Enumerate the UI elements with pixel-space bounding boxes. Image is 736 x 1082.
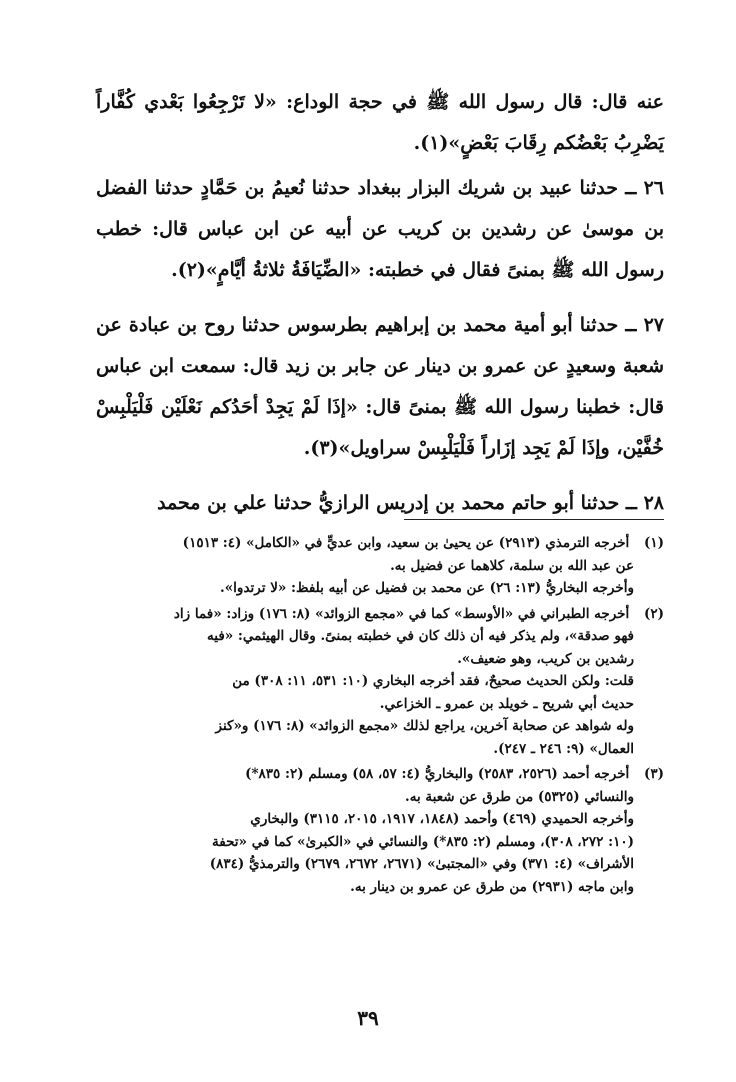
footnote-line: الأشراف» (٤: ٣٧١) وفي «المجتبىٰ» (٢٦٧١، ٢٦٧٢، ٢٦٧٩) والترمذيُّ (٨٣٤) xyxy=(209,856,634,872)
footnote-line: والنسائي (٥٣٢٥) من طرق عن شعبة به. xyxy=(405,788,634,805)
footnote-separator xyxy=(404,519,664,520)
footnote-number: (١) xyxy=(643,535,664,551)
footnote-line xyxy=(96,763,664,786)
footnote-2 xyxy=(96,603,664,761)
footnote-line: العمال» (٩: ٢٤٦ ـ ٢٤٧). xyxy=(493,740,634,757)
main-text xyxy=(96,82,664,524)
footnote-text: أخرجه أحمد (٢٥٢٦، ٢٥٨٣) والبخاريُّ (٤: ٥٧، ٥٨) ومسلم (٢: ٨٣٥*) xyxy=(245,766,630,782)
footnotes xyxy=(96,532,664,898)
footnote-number: (٢) xyxy=(643,605,664,622)
footnote-line: قلت: ولكن الحديث صحيحٌ، فقد أخرجه البخاري (١٠: ٥٣١، ١١: ٣٠٨) من xyxy=(232,673,634,689)
footnote-number: (٣) xyxy=(643,766,664,782)
footnote-line xyxy=(96,603,664,626)
footnote-3 xyxy=(96,763,664,898)
page-number: ٣٩ xyxy=(357,1006,379,1030)
footnote-line: وأخرجه البخاريُّ (١٣: ٢٦) عن محمد بن فضيل عن أبيه بلفظ: «لا ترتدوا». xyxy=(220,580,634,596)
footnote-line: وله شواهد عن صحابة آخرين، يراجع لذلك «مجمع الزوائد» (٨: ١٧٦) و«كنز xyxy=(215,718,634,734)
footnote-text: أخرجه الطبراني في «الأوسط» كما في «مجمع الزوائد» (٨: ١٧٦) وزاد: «فما زاد xyxy=(173,605,630,622)
hadith-paragraph-26: ٢٦ ــ حدثنا عبيد بن شريك البزار ببغداد حدثنا نُعيمُ بن حَمَّادٍ حدثنا الفضل بن موسىٰ عن رشدين بن كريب عن أبيه عن ابن عباس قال: خطب رسول الله ﷺ بمنىً فقال في خطبته: «الضِّيَافَةُ ثلاثةُ أيَّامٍ»(٢). xyxy=(96,177,664,281)
footnote-1 xyxy=(96,532,664,600)
footnote-line: وأخرجه الحميدي (٤٦٩) وأحمد (١٨٤٨، ١٩١٧، ٢٠١٥، ٣١١٥) والبخاري xyxy=(250,811,634,827)
footnote-line: حديث أبي شريح ـ خويلد بن عمرو ـ الخزاعي. xyxy=(379,695,634,712)
footnote-line: (١٠: ٢٧٢، ٣٠٨)، ومسلم (٢: ٨٣٥*) والنسائي في «الكبرىٰ» كما في «تحفة xyxy=(212,833,634,850)
hadith-paragraph-1: عنه قال: قال رسول الله ﷺ في حجة الوداع: «لا تَرْجِعُوا بَعْدي كُفَّاراً يَضْرِبُ بَعْضُكم رِقَابَ بَعْضٍ»(١). xyxy=(96,91,664,154)
footnote-text: أخرجه الترمذي (٢٩١٣) عن يحيىٰ بن سعيد، وابن عديٍّ في «الكامل» (٤: ١٥١٣) xyxy=(182,535,630,551)
footnote-line: رشدين بن كريب، وهو ضعيف». xyxy=(457,650,634,667)
footnote-line xyxy=(96,532,664,555)
footnote-line: عن عبد الله بن سلمة، كلاهما عن فضيل به. xyxy=(390,557,634,574)
hadith-paragraph-28: ٢٨ ــ حدثنا أبو حاتم محمد بن إدريس الرازيُّ حدثنا علي بن محمد xyxy=(157,492,664,514)
hadith-paragraph-27: ٢٧ ــ حدثنا أبو أمية محمد بن إبراهيم بطرسوس حدثنا روح بن عبادة عن شعبة وسعيدٍ عن عمرو بن دينار عن جابر بن زيد قال: سمعت ابن عباس قال: خطبنا رسول الله ﷺ بمنىً قال: «إذَا لَمْ يَجِدْ أحَدُكم نَعْلَيْن فَلْيَلْبِسْ خُفَّيْن، وإذَا لَمْ يَجِد إزَاراً فَلْيَلْبِسْ سراويل»(٣). xyxy=(96,314,664,459)
footnote-line: وابن ماجه (٢٩٣١) من طرق عن عمرو بن دينار به. xyxy=(350,878,634,895)
footnote-line: فهو صدقة»، ولم يذكر فيه أن ذلك كان في خطبته بمنىً. وقال الهيثمي: «فيه xyxy=(207,628,634,644)
